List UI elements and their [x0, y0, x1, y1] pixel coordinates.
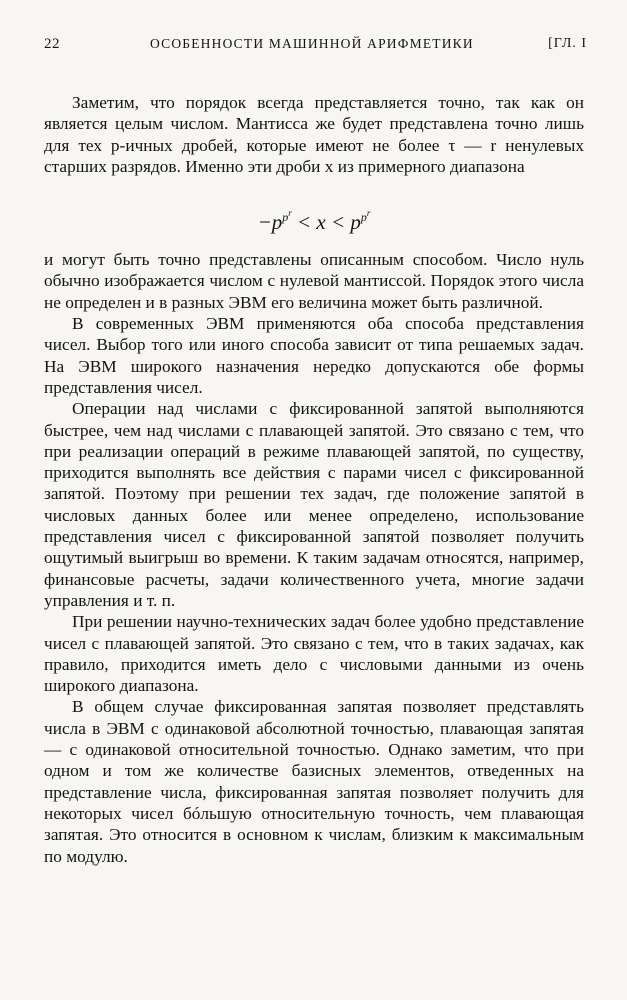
formula-base-right: p [350, 210, 361, 235]
paragraph: При решении научно-технических задач более удобно представление чисел с плавающей запятой. Это связано с тем, что в таких задачах, как правило, приходится иметь дело с числовыми данными из очень широкого диапазона. [44, 612, 584, 696]
formula-exp-base-left: p [282, 210, 289, 225]
formula-exp-exp-left: r [288, 208, 292, 219]
formula-exp-base-right: p [360, 210, 367, 225]
running-title: ОСОБЕННОСТИ МАШИННОЙ АРИФМЕТИКИ [150, 36, 474, 51]
page-number: 22 [44, 36, 60, 52]
paragraph: и могут быть точно представлены описанным способом. Число нуль обычно изображается числом с нулевой мантиссой. Порядок этого числа не определен и в разных ЭВМ его величина может быть различной. [44, 250, 584, 312]
range-formula [44, 177, 584, 249]
paragraph: В общем случае фиксированная запятая позволяет представлять числа в ЭВМ с одинаковой абсолютной точностью, плавающая запятая — с одинаковой относительной точностью. Однако заметим, что при одном и том же количестве базисных элементов, отведенных на представление числа, фиксированная запятая позволяет получить для некоторых чисел бóльшую относительную точность, чем плавающая запятая. Это относится в основном к числам, близким к максимальным по модулю. [44, 697, 584, 866]
formula-lt-left: < [297, 210, 312, 235]
formula-lt-right: < [331, 210, 346, 235]
formula-exp-exp-right: r [366, 208, 371, 219]
paragraph: Операции над числами с фиксированной запятой выполняются быстрее, чем над числами с плавающей запятой. Это связано с тем, что при реализации операций в режиме плавающей запятой, по существу, приходится выполнять все действия с парами чисел с фиксированной запятой. Поэтому при решении тех задач, где положение запятой в числовых данных более или менее определено, использование представления чисел с фиксированной запятой позволяет получить ощутимый выигрыш во времени. К таким задачам относятся, например, финансовые расчеты, задачи количественного учета, многие задачи управления и т. п. [44, 399, 584, 610]
paragraph: Заметим, что порядок всегда представляется точно, так как он является целым числом. Мантисса же будет представлена точно лишь для тех p-ичных дробей, которые имеют не более τ — r ненулевых старших разрядов. Именно эти дроби x из примерного диапазона [44, 93, 584, 176]
formula-base-left: p [271, 210, 283, 235]
formula-var: x [316, 210, 326, 235]
formula-minus: − [257, 210, 272, 235]
page-body [44, 92, 584, 867]
chapter-marker: [ГЛ. I [548, 36, 587, 51]
running-header [44, 36, 587, 60]
paragraph: В современных ЭВМ применяются оба способа представления чисел. Выбор того или иного способа зависит от типа решаемых задач. На ЭВМ широкого назначения нередко допускаются обе формы представления чисел. [44, 314, 584, 397]
